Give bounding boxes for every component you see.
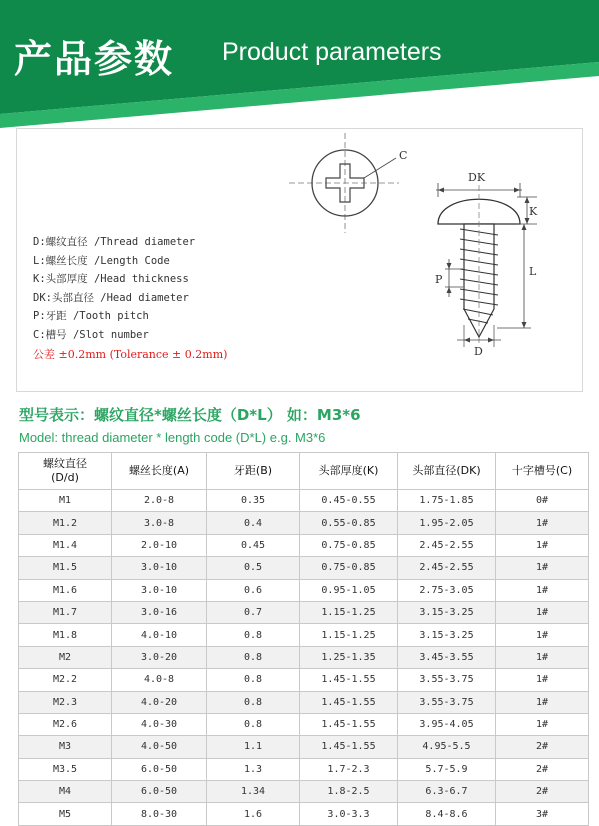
table-cell: 1.95-2.05 bbox=[398, 512, 496, 534]
table-cell: 0.35 bbox=[207, 490, 300, 512]
table-cell: 3.0-8 bbox=[112, 512, 207, 534]
label-l: L bbox=[529, 265, 537, 278]
table-cell: M3 bbox=[19, 736, 112, 758]
table-cell: 1.25-1.35 bbox=[300, 646, 398, 668]
legend-item-c: C:槽号 /Slot number bbox=[33, 328, 149, 341]
table-cell: M1.6 bbox=[19, 579, 112, 601]
table-cell: 3.95-4.05 bbox=[398, 713, 496, 735]
table-row bbox=[19, 557, 589, 579]
table-cell: 0# bbox=[496, 490, 589, 512]
page-title-en: Product parameters bbox=[222, 38, 442, 66]
table-row bbox=[19, 713, 589, 735]
table-cell: 2# bbox=[496, 758, 589, 780]
table-cell: 0.5 bbox=[207, 557, 300, 579]
table-cell: 0.8 bbox=[207, 691, 300, 713]
table-cell: 1.15-1.25 bbox=[300, 624, 398, 646]
table-header-cell: 螺丝长度(A) bbox=[112, 453, 207, 490]
table-row bbox=[19, 758, 589, 780]
table-cell: 8.0-30 bbox=[112, 803, 207, 825]
table-cell: M1.8 bbox=[19, 624, 112, 646]
table-cell: 3.15-3.25 bbox=[398, 624, 496, 646]
table-row bbox=[19, 624, 589, 646]
model-format-en: Model: thread diameter * length code (D*L) e.g. M3*6 bbox=[19, 430, 326, 445]
table-row bbox=[19, 669, 589, 691]
table-cell: 1# bbox=[496, 646, 589, 668]
tolerance-note: 公差 ±0.2mm (Tolerance ± 0.2mm) bbox=[33, 347, 228, 361]
label-k: K bbox=[529, 205, 538, 218]
table-cell: M1.7 bbox=[19, 601, 112, 623]
table-cell: 1# bbox=[496, 579, 589, 601]
table-cell: 6.0-50 bbox=[112, 781, 207, 803]
table-cell: 1.75-1.85 bbox=[398, 490, 496, 512]
header-banner bbox=[0, 0, 599, 128]
table-cell: 1.45-1.55 bbox=[300, 691, 398, 713]
table-header-cell: 头部直径(DK) bbox=[398, 453, 496, 490]
table-cell: 0.8 bbox=[207, 646, 300, 668]
table-header-cell: 十字槽号(C) bbox=[496, 453, 589, 490]
table-cell: 0.75-0.85 bbox=[300, 534, 398, 556]
legend-item-k: K:头部厚度 /Head thickness bbox=[33, 273, 189, 286]
table-cell: 0.75-0.85 bbox=[300, 557, 398, 579]
table-cell: 1.3 bbox=[207, 758, 300, 780]
table-cell: 1.7-2.3 bbox=[300, 758, 398, 780]
table-cell: 3.55-3.75 bbox=[398, 691, 496, 713]
table-body bbox=[19, 490, 589, 826]
table-cell: 3.15-3.25 bbox=[398, 601, 496, 623]
table-cell: 0.55-0.85 bbox=[300, 512, 398, 534]
table-cell: 3.55-3.75 bbox=[398, 669, 496, 691]
table-row bbox=[19, 803, 589, 825]
table-cell: 2.45-2.55 bbox=[398, 534, 496, 556]
table-cell: M2 bbox=[19, 646, 112, 668]
table-cell: 1.34 bbox=[207, 781, 300, 803]
table-row bbox=[19, 691, 589, 713]
table-cell: 1# bbox=[496, 601, 589, 623]
table-cell: 0.8 bbox=[207, 669, 300, 691]
table-header-cell: 螺纹直径 (D/d) bbox=[19, 453, 112, 490]
table-cell: 4.0-10 bbox=[112, 624, 207, 646]
table-cell: 0.4 bbox=[207, 512, 300, 534]
table-cell: 1.45-1.55 bbox=[300, 669, 398, 691]
table-cell: 0.6 bbox=[207, 579, 300, 601]
table-cell: M5 bbox=[19, 803, 112, 825]
table-cell: 1.15-1.25 bbox=[300, 601, 398, 623]
table-cell: 8.4-8.6 bbox=[398, 803, 496, 825]
table-header-cell: 头部厚度(K) bbox=[300, 453, 398, 490]
phillips-head-top-view-icon bbox=[289, 133, 399, 233]
table-cell: 1.45-1.55 bbox=[300, 736, 398, 758]
table-cell: 1# bbox=[496, 669, 589, 691]
spec-table bbox=[18, 452, 589, 826]
label-c: C bbox=[399, 149, 408, 162]
screw-side-view-icon bbox=[436, 183, 537, 347]
table-cell: 1.1 bbox=[207, 736, 300, 758]
table-cell: 4.0-50 bbox=[112, 736, 207, 758]
legend-item-d: D:螺纹直径 /Thread diameter bbox=[33, 236, 196, 248]
table-cell: 1.6 bbox=[207, 803, 300, 825]
table-cell: 3.45-3.55 bbox=[398, 646, 496, 668]
table-cell: 4.95-5.5 bbox=[398, 736, 496, 758]
legend-item-l: L:螺丝长度 /Length Code bbox=[33, 254, 170, 267]
table-cell: 3.0-10 bbox=[112, 557, 207, 579]
table-cell: 4.0-20 bbox=[112, 691, 207, 713]
label-p: P bbox=[435, 273, 443, 286]
table-cell: 2.0-8 bbox=[112, 490, 207, 512]
table-cell: M2.2 bbox=[19, 669, 112, 691]
table-cell: 1# bbox=[496, 691, 589, 713]
table-cell: 5.7-5.9 bbox=[398, 758, 496, 780]
table-row bbox=[19, 579, 589, 601]
table-cell: 3# bbox=[496, 803, 589, 825]
table-cell: 6.3-6.7 bbox=[398, 781, 496, 803]
table-cell: 0.8 bbox=[207, 713, 300, 735]
table-cell: M1.2 bbox=[19, 512, 112, 534]
table-cell: 2.0-10 bbox=[112, 534, 207, 556]
table-row bbox=[19, 512, 589, 534]
table-cell: 1# bbox=[496, 624, 589, 646]
table-cell: M3.5 bbox=[19, 758, 112, 780]
table-cell: 2.45-2.55 bbox=[398, 557, 496, 579]
table-cell: 1# bbox=[496, 713, 589, 735]
table-cell: 0.95-1.05 bbox=[300, 579, 398, 601]
table-cell: 1.8-2.5 bbox=[300, 781, 398, 803]
table-cell: 3.0-10 bbox=[112, 579, 207, 601]
page-title-cn: 产品参数 bbox=[14, 37, 175, 81]
table-cell: 0.8 bbox=[207, 624, 300, 646]
table-cell: 1# bbox=[496, 512, 589, 534]
parameter-panel bbox=[16, 128, 583, 392]
table-cell: 3.0-20 bbox=[112, 646, 207, 668]
table-row bbox=[19, 490, 589, 512]
table-header-cell: 牙距(B) bbox=[207, 453, 300, 490]
table-cell: 0.45-0.55 bbox=[300, 490, 398, 512]
table-cell: 1# bbox=[496, 534, 589, 556]
table-cell: 2# bbox=[496, 736, 589, 758]
table-cell: M1.5 bbox=[19, 557, 112, 579]
table-row bbox=[19, 534, 589, 556]
table-cell: 0.45 bbox=[207, 534, 300, 556]
table-cell: 0.7 bbox=[207, 601, 300, 623]
label-d: D bbox=[474, 345, 483, 358]
table-cell: M2.3 bbox=[19, 691, 112, 713]
table-cell: 2.75-3.05 bbox=[398, 579, 496, 601]
table-row bbox=[19, 601, 589, 623]
model-format-cn: 型号表示：螺纹直径*螺丝长度（D*L） 如：M3*6 bbox=[19, 406, 361, 424]
table-cell: 6.0-50 bbox=[112, 758, 207, 780]
table-cell: 1.45-1.55 bbox=[300, 713, 398, 735]
label-dk: DK bbox=[468, 171, 486, 184]
table-cell: 2# bbox=[496, 781, 589, 803]
table-row bbox=[19, 646, 589, 668]
table-row bbox=[19, 736, 589, 758]
parameter-legend bbox=[33, 233, 227, 364]
table-cell: 3.0-3.3 bbox=[300, 803, 398, 825]
table-cell: M1 bbox=[19, 490, 112, 512]
table-header-row bbox=[19, 453, 589, 490]
table-cell: 3.0-16 bbox=[112, 601, 207, 623]
table-cell: M4 bbox=[19, 781, 112, 803]
table-cell: 4.0-30 bbox=[112, 713, 207, 735]
legend-item-dk: DK:头部直径 /Head diameter bbox=[33, 291, 189, 304]
table-cell: M2.6 bbox=[19, 713, 112, 735]
legend-item-p: P:牙距 /Tooth pitch bbox=[33, 310, 149, 323]
table-cell: M1.4 bbox=[19, 534, 112, 556]
table-cell: 1# bbox=[496, 557, 589, 579]
table-cell: 4.0-8 bbox=[112, 669, 207, 691]
